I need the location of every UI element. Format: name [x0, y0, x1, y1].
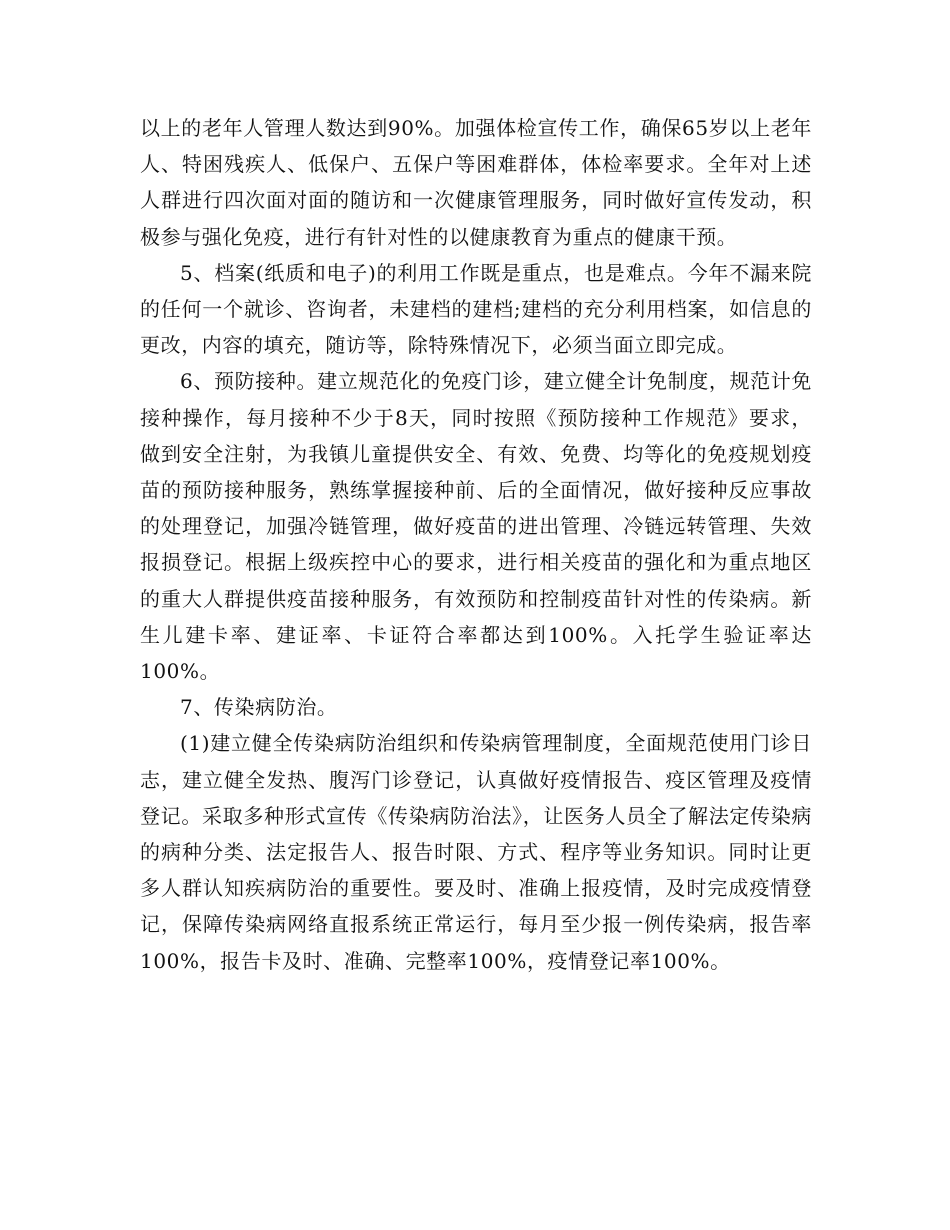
paragraph-vaccination: 6、预防接种。建立规范化的免疫门诊，建立健全计免制度，规范计免接种操作，每月接种不少于8天，同时按照《预防接种工作规范》要求，做到安全注射，为我镇儿童提供安全、有效、免费、均等化的免疫规划疫苗的预防接种服务，熟练掌握接种前、后的全面情况，做好接种反应事故的处理登记，加强冷链管理，做好疫苗的进出管理、冷链远转管理、失效报损登记。根据上级疾控中心的要求，进行相关疫苗的强化和为重点地区的重大人群提供疫苗接种服务，有效预防和控制疫苗针对性的传染病。新生儿建卡率、建证率、卡证符合率都达到100%。入托学生验证率达100%。: [140, 369, 812, 684]
document-body: [140, 110, 812, 979]
paragraph-elderly-management: 以上的老年人管理人数达到90%。加强体检宣传工作，确保65岁以上老年人、特困残疾人、低保户、五保户等困难群体，体检率要求。全年对上述人群进行四次面对面的随访和一次健康管理服务，同时做好宣传发动，积极参与强化免疫，进行有针对性的以健康教育为重点的健康干预。: [140, 116, 812, 249]
paragraph-infectious-disease-heading: 7、传染病防治。: [180, 695, 338, 720]
paragraph-infectious-disease-system: (1)建立健全传染病防治组织和传染病管理制度，全面规范使用门诊日志，建立健全发热、腹泻门诊登记，认真做好疫情报告、疫区管理及疫情登记。采取多种形式宣传《传染病防治法》，让医务人员全了解法定传染病的病种分类、法定报告人、报告时限、方式、程序等业务知识。同时让更多人群认知疾病防治的重要性。要及时、准确上报疫情，及时完成疫情登记，保障传染病网络直报系统正常运行，每月至少报一例传染病，报告率100%，报告卡及时、准确、完整率100%，疫情登记率100%。: [140, 731, 812, 973]
paragraph-archives: 5、档案(纸质和电子)的利用工作既是重点，也是难点。今年不漏来院的任何一个就诊、咨询者，未建档的建档;建档的充分利用档案，如信息的更改，内容的填充，随访等，除特殊情况下，必须当面立即完成。: [140, 260, 812, 358]
